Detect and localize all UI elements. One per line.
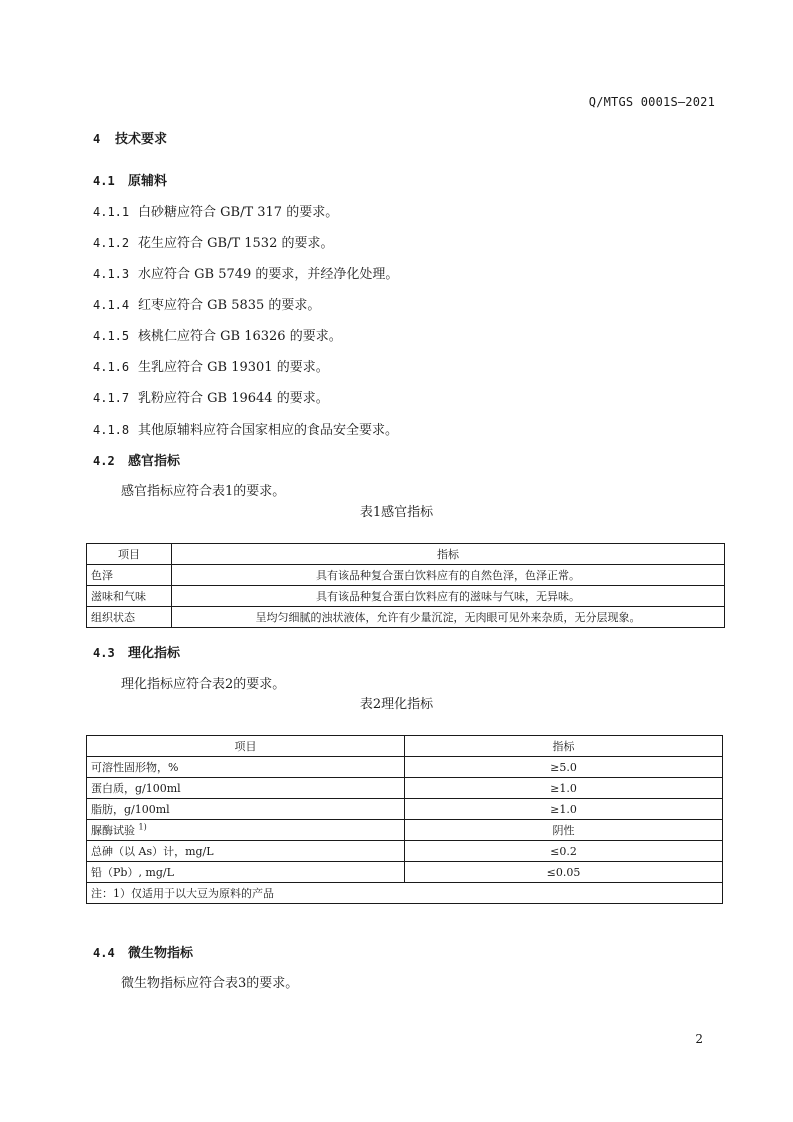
cell-indicator: ≥5.0 — [405, 757, 723, 778]
section-title: 原辅料 — [128, 174, 168, 189]
table-header-row — [87, 544, 725, 565]
table-row — [87, 799, 723, 820]
table-row — [87, 757, 723, 778]
clause-text: 红枣应符合 GB 5835 的要求。 — [138, 298, 321, 313]
table-note: 注：1）仅适用于以大豆为原料的产品 — [87, 883, 723, 904]
clause-number: 4.1.1 — [93, 205, 130, 219]
table-2-caption: 表2理化指标 — [359, 697, 434, 712]
clause-4-1-1 — [93, 204, 338, 221]
cell-indicator: 具有该品种复合蛋白饮料应有的滋味与气味，无异味。 — [172, 586, 725, 607]
table-1-caption: 表1感官指标 — [359, 505, 434, 520]
table-row — [87, 586, 725, 607]
clause-text: 其他原辅料应符合国家相应的食品安全要求。 — [138, 423, 399, 438]
clause-text: 核桃仁应符合 GB 16326 的要求。 — [138, 329, 342, 344]
clause-4-1-8 — [93, 422, 398, 439]
cell-item — [87, 820, 405, 841]
cell-item-text: 脲酶试验 — [91, 823, 135, 837]
clause-number: 4.1.7 — [93, 391, 130, 405]
header-cell-indicator: 指标 — [172, 544, 725, 565]
clause-number: 4.1.5 — [93, 329, 130, 343]
table-row — [87, 565, 725, 586]
section-number: 4 — [93, 132, 101, 146]
document-code: Q/MTGS 0001S—2021 — [588, 95, 715, 109]
clause-4-1-7 — [93, 390, 329, 407]
section-4-heading — [93, 131, 167, 148]
table-row — [87, 820, 723, 841]
section-4-1-heading — [93, 173, 167, 190]
header-cell-item: 项目 — [87, 544, 172, 565]
section-4-3-intro: 理化指标应符合表2的要求。 — [121, 677, 286, 692]
physicochemical-table — [86, 735, 723, 904]
section-title: 微生物指标 — [128, 946, 194, 961]
section-number: 4.3 — [93, 646, 115, 660]
clause-4-1-3 — [93, 266, 398, 283]
cell-item: 组织状态 — [87, 607, 172, 628]
section-title: 技术要求 — [115, 132, 168, 147]
cell-indicator: 阴性 — [405, 820, 723, 841]
section-4-3-heading — [93, 645, 180, 662]
footnote-marker: 1) — [138, 821, 147, 831]
cell-item: 铅（Pb）, mg/L — [87, 862, 405, 883]
clause-number: 4.1.6 — [93, 360, 130, 374]
clause-number: 4.1.3 — [93, 267, 130, 281]
cell-indicator: 具有该品种复合蛋白饮料应有的自然色泽，色泽正常。 — [172, 565, 725, 586]
section-number: 4.1 — [93, 174, 115, 188]
table-row — [87, 841, 723, 862]
clause-number: 4.1.2 — [93, 236, 130, 250]
table-row — [87, 778, 723, 799]
cell-indicator: ≥1.0 — [405, 778, 723, 799]
section-title: 理化指标 — [128, 646, 181, 661]
sensory-table — [86, 543, 725, 628]
cell-indicator: 呈均匀细腻的浊状液体，允许有少量沉淀，无肉眼可见外来杂质，无分层现象。 — [172, 607, 725, 628]
clause-text: 乳粉应符合 GB 19644 的要求。 — [138, 391, 329, 406]
section-4-2-intro: 感官指标应符合表1的要求。 — [121, 484, 286, 499]
table-note-row — [87, 883, 723, 904]
clause-text: 花生应符合 GB/T 1532 的要求。 — [138, 236, 334, 251]
clause-4-1-5 — [93, 328, 342, 345]
clause-text: 白砂糖应符合 GB/T 317 的要求。 — [138, 205, 339, 220]
cell-item: 总砷（以 As）计，mg/L — [87, 841, 405, 862]
section-number: 4.2 — [93, 454, 115, 468]
clause-text: 水应符合 GB 5749 的要求，并经净化处理。 — [138, 267, 399, 282]
cell-item: 脂肪，g/100ml — [87, 799, 405, 820]
header-cell-item: 项目 — [87, 736, 405, 757]
cell-indicator: ≤0.2 — [405, 841, 723, 862]
clause-4-1-6 — [93, 359, 329, 376]
section-number: 4.4 — [93, 946, 115, 960]
table-row — [87, 862, 723, 883]
cell-item: 可溶性固形物，% — [87, 757, 405, 778]
cell-indicator: ≥1.0 — [405, 799, 723, 820]
cell-item: 色泽 — [87, 565, 172, 586]
header-cell-indicator: 指标 — [405, 736, 723, 757]
clause-4-1-2 — [93, 235, 333, 252]
section-4-4-intro: 微生物指标应符合表3的要求。 — [121, 976, 299, 991]
clause-text: 生乳应符合 GB 19301 的要求。 — [138, 360, 329, 375]
cell-item: 蛋白质，g/100ml — [87, 778, 405, 799]
cell-item: 滋味和气味 — [87, 586, 172, 607]
section-4-2-heading — [93, 453, 180, 470]
clause-number: 4.1.4 — [93, 298, 130, 312]
section-4-4-heading — [93, 945, 193, 962]
table-row — [87, 607, 725, 628]
clause-number: 4.1.8 — [93, 423, 130, 437]
section-title: 感官指标 — [128, 454, 181, 469]
cell-indicator: ≤0.05 — [405, 862, 723, 883]
table-header-row — [87, 736, 723, 757]
clause-4-1-4 — [93, 297, 320, 314]
page-number: 2 — [695, 1032, 703, 1046]
